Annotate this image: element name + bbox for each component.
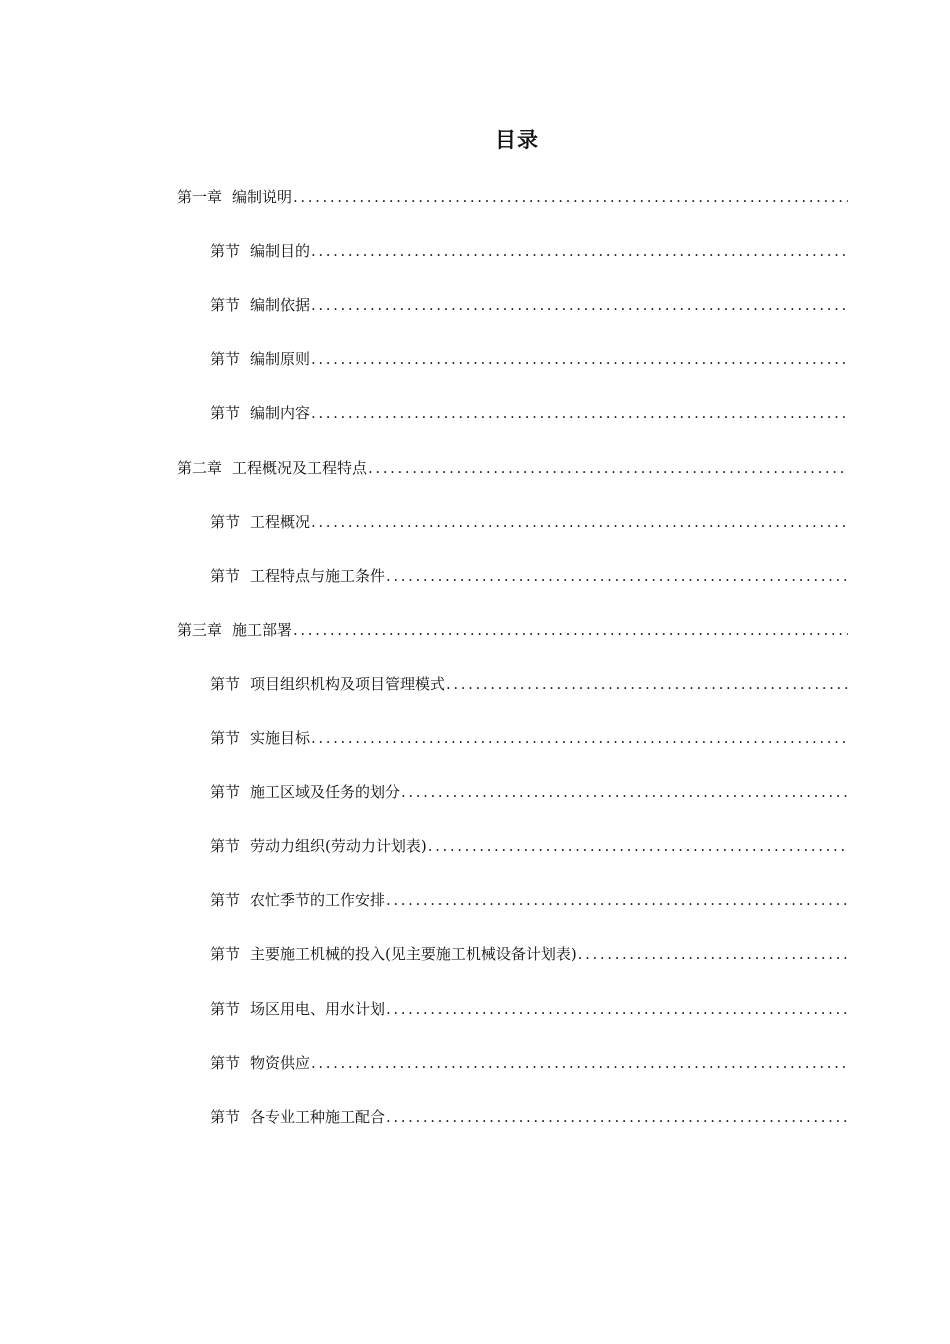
toc-entry-text: 工程概况 [250, 513, 311, 531]
toc-chapter-entry[interactable] [177, 457, 848, 479]
toc-entry-label: 第节 [210, 837, 241, 855]
toc-dot-leader [428, 835, 848, 857]
toc-dot-leader [311, 348, 848, 370]
toc-entry-text: 编制原则 [250, 350, 311, 368]
toc-dot-leader [311, 1052, 848, 1074]
toc-entry-text: 物资供应 [250, 1054, 311, 1072]
toc-entry-label: 第节 [210, 513, 241, 531]
toc-entry-text: 工程特点与施工条件 [250, 567, 386, 585]
toc-entry-text: 编制内容 [250, 404, 311, 422]
toc-section-entry[interactable] [210, 402, 848, 424]
toc-entry-label: 第节 [210, 242, 241, 260]
toc-entry-label: 第节 [210, 567, 241, 585]
toc-entry-text: 各专业工种施工配合 [250, 1108, 386, 1126]
toc-entry-label: 第节 [210, 350, 241, 368]
toc-section-entry[interactable] [210, 673, 848, 695]
toc-dot-leader [311, 727, 848, 749]
toc-section-entry[interactable] [210, 1052, 848, 1074]
toc-section-entry[interactable] [210, 565, 848, 587]
toc-section-entry[interactable] [210, 998, 848, 1020]
toc-dot-leader [293, 186, 848, 208]
toc-section-entry[interactable] [210, 943, 848, 965]
toc-entry-label: 第节 [210, 1000, 241, 1018]
toc-entry-text: 编制说明 [232, 188, 293, 206]
toc-entry-label: 第二章 [177, 459, 223, 477]
toc-section-entry[interactable] [210, 240, 848, 262]
toc-entry-text: 编制目的 [250, 242, 311, 260]
toc-section-entry[interactable] [210, 727, 848, 749]
toc-entry-text: 施工部署 [232, 621, 293, 639]
toc-entry-text: 劳动力组织(劳动力计划表) [250, 837, 427, 855]
toc-entry-text: 项目组织机构及项目管理模式 [250, 675, 446, 693]
toc-section-entry[interactable] [210, 889, 848, 911]
toc-dot-leader [311, 511, 848, 533]
toc-dot-leader [311, 294, 848, 316]
toc-entry-text: 农忙季节的工作安排 [250, 891, 386, 909]
toc-dot-leader [293, 619, 848, 641]
toc-section-entry[interactable] [210, 835, 848, 857]
toc-dot-leader [311, 402, 848, 424]
toc-entry-label: 第节 [210, 404, 241, 422]
toc-entry-label: 第节 [210, 945, 241, 963]
toc-entry-label: 第一章 [177, 188, 223, 206]
toc-dot-leader [578, 943, 848, 965]
toc-entry-label: 第节 [210, 891, 241, 909]
toc-dot-leader [386, 565, 848, 587]
toc-section-entry[interactable] [210, 511, 848, 533]
toc-dot-leader [386, 889, 848, 911]
toc-entry-label: 第节 [210, 729, 241, 747]
page-title: 目录 [495, 128, 539, 152]
toc-entry-text: 施工区域及任务的划分 [250, 783, 401, 801]
toc-entry-text: 编制依据 [250, 296, 311, 314]
toc-section-entry[interactable] [210, 781, 848, 803]
toc-entry-text: 实施目标 [250, 729, 311, 747]
toc-dot-leader [386, 1106, 848, 1128]
toc-section-entry[interactable] [210, 348, 848, 370]
toc-entry-label: 第节 [210, 1108, 241, 1126]
toc-entry-text: 工程概况及工程特点 [232, 459, 368, 477]
toc-entry-text: 主要施工机械的投入(见主要施工机械设备计划表) [250, 945, 577, 963]
toc-chapter-entry[interactable] [177, 619, 848, 641]
toc-entry-text: 场区用电、用水计划 [250, 1000, 386, 1018]
toc-entry-label: 第节 [210, 675, 241, 693]
toc-entry-label: 第三章 [177, 621, 223, 639]
toc-dot-leader [368, 457, 848, 479]
toc-dot-leader [446, 673, 848, 695]
toc-dot-leader [311, 240, 848, 262]
toc-section-entry[interactable] [210, 294, 848, 316]
toc-entry-label: 第节 [210, 296, 241, 314]
toc-dot-leader [386, 998, 848, 1020]
toc-chapter-entry[interactable] [177, 186, 848, 208]
toc-entry-label: 第节 [210, 1054, 241, 1072]
toc-entry-label: 第节 [210, 783, 241, 801]
toc-dot-leader [401, 781, 848, 803]
toc-section-entry[interactable] [210, 1106, 848, 1128]
